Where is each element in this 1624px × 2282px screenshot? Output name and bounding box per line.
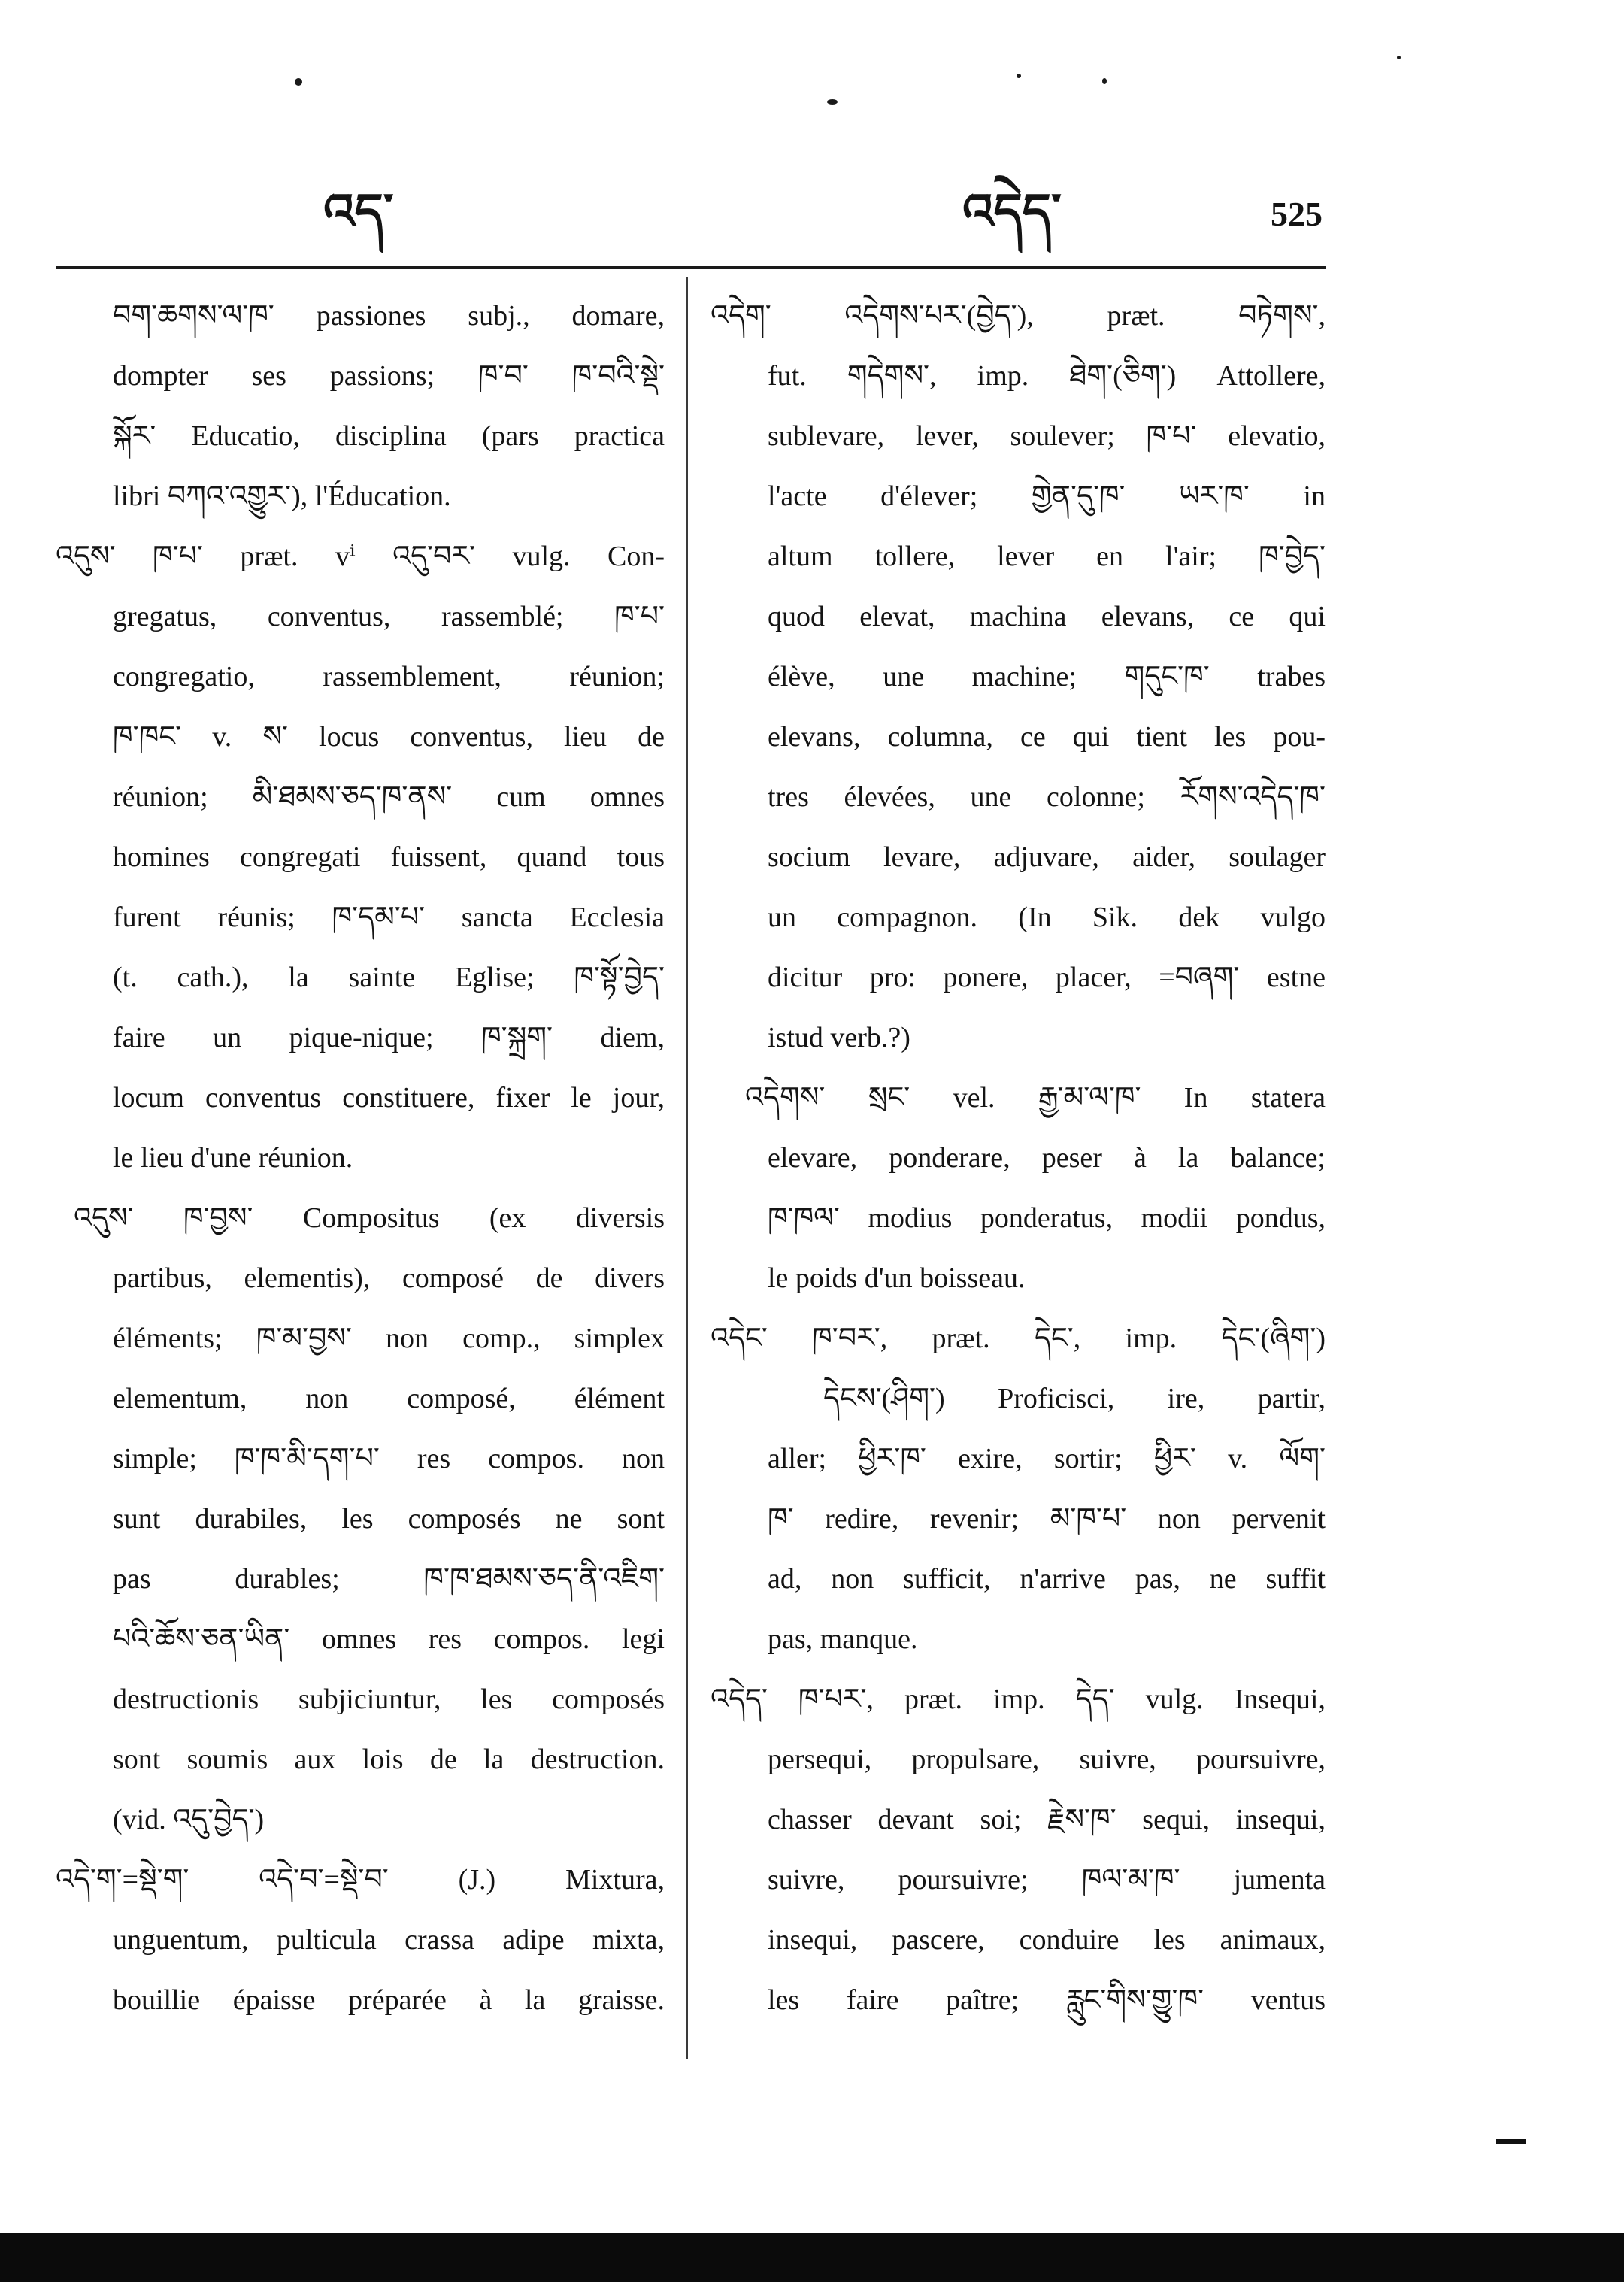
dust-speck [1017,74,1021,78]
text-line: un compagnon. (In Sik. dek vulgo [768,902,1326,933]
text-line: suivre, poursuivre; ཁལ་མ་ཁ་ jumenta [768,1864,1326,1896]
text-line: l'acte d'élever; གྱེན་དུ་ཁ་ ཡར་ཁ་ in [768,480,1326,512]
dust-speck [827,99,838,105]
dust-speck [1397,56,1401,59]
text-line: sont soumis aux lois de la destruction. [113,1744,665,1775]
text-line: pas durables; ཁ་ཁ་ཐམས་ཅད་ནི་འཇིག་ [113,1563,665,1595]
text-line: socium levare, adjuvare, aider, soulager [768,841,1326,873]
margin-mark [1496,2139,1526,2144]
text-line: (t. cath.), la sainte Eglise; ཁ་སྟོ་བྱེད་ [113,962,665,993]
left-column [56,286,665,2030]
running-head-left: འད་ [323,185,394,240]
right-column [710,286,1326,2030]
text-line: furent réunis; ཁ་དམ་པ་ sancta Ecclesia [113,902,665,933]
text-line: (vid. འདུ་བྱེད་) [113,1804,265,1835]
text-line: homines congregati fuissent, quand tous [113,841,665,873]
entry-headword-line: འདེང་ ཁ་བར་, præt. དེང་, imp. དེང་(ཞིག་) [710,1323,1326,1354]
dust-speck [295,78,302,86]
text-line: unguentum, pulticula crassa adipe mixta, [113,1924,665,1956]
running-head-center: འདེད་ [962,185,1062,240]
text-line: les faire paître; རླུང་གིས་གྱུ་ཁ་ ventus [768,1984,1326,2016]
text-line: ཁ་ redire, revenir; མ་ཁ་པ་ non pervenit [768,1503,1326,1535]
text-line: aller; ཕྱིར་ཁ་ exire, sortir; ཕྱིར་ v. ལོག་ [768,1443,1326,1474]
text-line: tres élevées, une colonne; རོགས་འདེད་ཁ་ [768,781,1326,813]
text-line: altum tollere, lever en l'air; ཁ་བྱེད་ [768,541,1326,572]
entry-headword-line: འདེ་ག་=སྡེ་ག་ འདེ་བ་=སྡེ་བ་ (J.) Mixtura, [56,1864,665,1896]
text-line: elementum, non composé, élément [113,1383,665,1414]
text-line: réunion; མི་ཐམས་ཅད་ཁ་ནས་ cum omnes [113,781,665,813]
page-number: 525 [1271,195,1323,233]
header-rule [56,266,1326,269]
text-line: élève, une machine; གདུང་ཁ་ trabes [768,661,1326,692]
text-line: chasser devant soi; རྗེས་ཁ་ sequi, insequi, [768,1804,1326,1835]
text-line: དེངས་(ཤིག་) Proficisci, ire, partir, [823,1383,1326,1414]
text-line: istud verb.?) [768,1022,910,1053]
text-line: ad, non sufficit, n'arrive pas, ne suffit [768,1563,1326,1595]
text-line: simple; ཁ་ཁ་མི་དག་པ་ res compos. non [113,1443,665,1474]
text-line: sunt durabiles, les composés ne sont [113,1503,665,1535]
text-line: པའི་ཆོས་ཅན་ཡིན་ omnes res compos. legi [113,1623,665,1655]
column-divider [686,277,688,2059]
dust-speck [1102,78,1107,84]
text-line: ཁ་ཁལ་ modius ponderatus, modii pondus, [768,1202,1326,1234]
text-line: སྐོར་ Educatio, disciplina (pars practica [113,420,665,452]
entry-headword-line: འདེག་ འདེགས་པར་(བྱེད་), præt. བཏེགས་, [710,300,1326,332]
entry-headword-line: འདུས་ ཁ་པ་ præt. vⁱ འདུ་བར་ vulg. Con- [56,541,665,572]
text-line: pas, manque. [768,1623,918,1655]
text-line: བག་ཆགས་ལ་ཁ་ passiones subj., domare, [113,300,665,332]
entry-headword-line: འདེགས་ སྲང་ vel. རྒྱ་མ་ལ་ཁ་ In statera [745,1082,1326,1114]
text-line: elevans, columna, ce qui tient les pou- [768,721,1326,753]
text-line: dicitur pro: ponere, placer, =བཞག་ estne [768,962,1326,993]
text-line: bouillie épaisse préparée à la graisse. [113,1984,665,2016]
text-line: destructionis subjiciuntur, les composés [113,1683,665,1715]
text-line: partibus, elementis), composé de divers [113,1262,665,1294]
scan-bottom-band [0,2233,1624,2282]
text-line: insequi, pascere, conduire les animaux, [768,1924,1326,1956]
text-line: congregatio, rassemblement, réunion; [113,661,665,692]
text-line: gregatus, conventus, rassemblé; ཁ་པ་ [113,601,665,632]
text-line: dompter ses passions; ཁ་བ་ ཁ་བའི་སྡེ་ [113,360,665,392]
text-line: libri བཀའ་འགྱུར་), l'Éducation. [113,480,451,512]
text-line: sublevare, lever, soulever; ཁ་པ་ elevatio, [768,420,1326,452]
text-line: faire un pique-nique; ཁ་སྐྲག་ diem, [113,1022,665,1053]
text-line: le lieu d'une réunion. [113,1142,353,1174]
text-line: fut. གདེགས་, imp. ཐེག་(ཅིག་) Attollere, [768,360,1326,392]
text-line: persequi, propulsare, suivre, poursuivre, [768,1744,1326,1775]
text-line: quod elevat, machina elevans, ce qui [768,601,1326,632]
text-line: le poids d'un boisseau. [768,1262,1026,1294]
entry-headword-line: འདེད་ ཁ་པར་, præt. imp. དེད་ vulg. Insequi, [710,1683,1326,1715]
text-line: elevare, ponderare, peser à la balance; [768,1142,1326,1174]
text-line: ཁ་ཁང་ v. ས་ locus conventus, lieu de [113,721,665,753]
text-line: éléments; ཁ་མ་བྱས་ non comp., simplex [113,1323,665,1354]
entry-headword-line: འདུས་ ཁ་བྱས་ Compositus (ex diversis [74,1202,665,1234]
text-line: locum conventus constituere, fixer le jour, [113,1082,665,1114]
